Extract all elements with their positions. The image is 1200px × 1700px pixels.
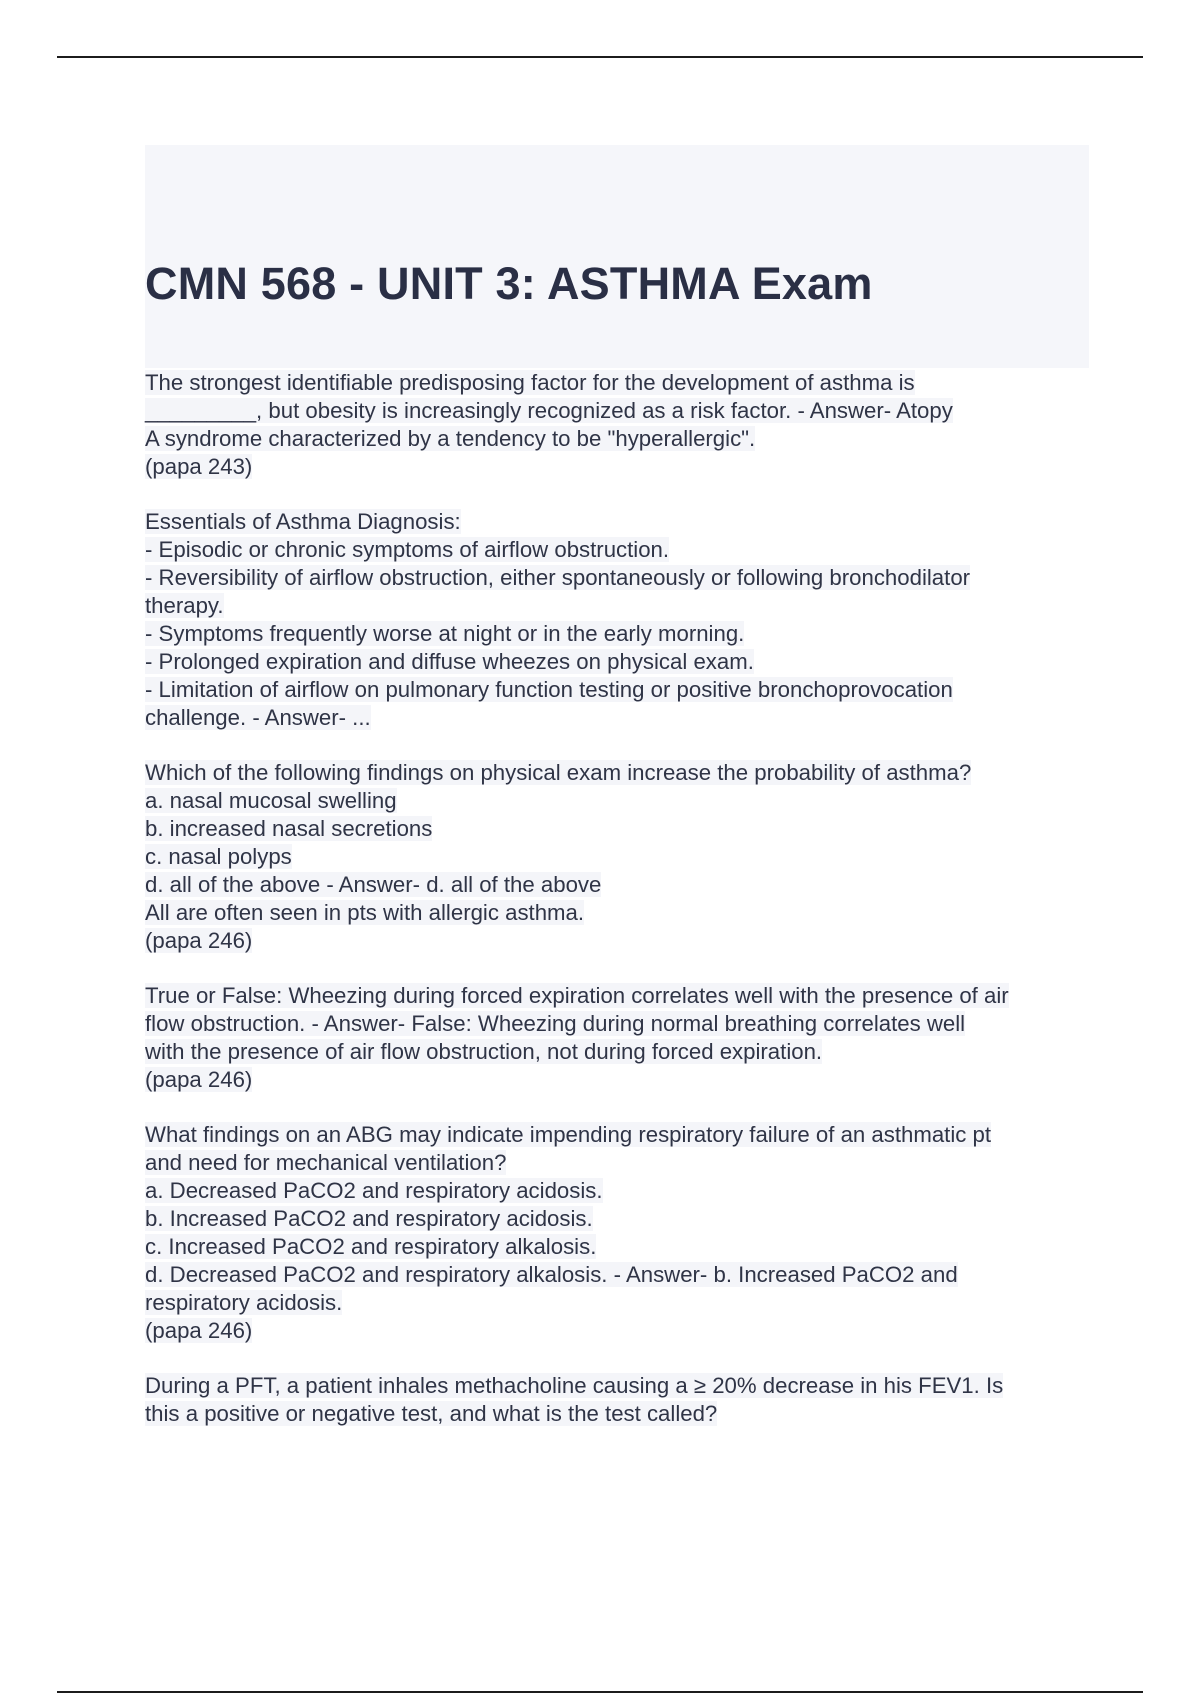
text-line (145, 1066, 1095, 1094)
text-line (145, 369, 1095, 397)
text-line (145, 815, 1095, 843)
text-line-content: a. Decreased PaCO2 and respiratory acidosis. (145, 1178, 603, 1203)
text-line (145, 508, 1095, 536)
text-line-content: _________, but obesity is increasingly recognized as a risk factor. - Answer- Atopy (145, 398, 953, 423)
text-line-content: this a positive or negative test, and what is the test called? (145, 1401, 718, 1426)
qa-block (145, 1372, 1095, 1428)
text-line (145, 871, 1095, 899)
text-line-content: challenge. - Answer- ... (145, 705, 371, 730)
text-line-content: and need for mechanical ventilation? (145, 1150, 507, 1175)
qa-block (145, 759, 1095, 955)
text-line (145, 843, 1095, 871)
page-title: CMN 568 - UNIT 3: ASTHMA Exam (145, 258, 873, 309)
text-line-content: therapy. (145, 593, 224, 618)
top-divider (57, 56, 1143, 58)
text-line (145, 1177, 1095, 1205)
text-line-content: What findings on an ABG may indicate impending respiratory failure of an asthmatic pt (145, 1122, 992, 1147)
text-line-content: d. Decreased PaCO2 and respiratory alkalosis. - Answer- b. Increased PaCO2 and (145, 1262, 958, 1287)
text-line-content: During a PFT, a patient inhales methacholine causing a ≥ 20% decrease in his FEV1. Is (145, 1373, 1004, 1398)
text-line-content: c. nasal polyps (145, 844, 292, 869)
text-line (145, 982, 1095, 1010)
text-line-content: - Symptoms frequently worse at night or in the early morning. (145, 621, 745, 646)
text-line (145, 1400, 1095, 1428)
qa-block (145, 1121, 1095, 1345)
text-line-content: True or False: Wheezing during forced expiration correlates well with the presence of air (145, 983, 1009, 1008)
qa-block (145, 369, 1095, 481)
text-line (145, 564, 1095, 592)
text-line (145, 620, 1095, 648)
text-line-content: Which of the following findings on physical exam increase the probability of asthma? (145, 760, 972, 785)
text-line-content: b. increased nasal secretions (145, 816, 433, 841)
bottom-divider (57, 1691, 1143, 1693)
text-line-content: All are often seen in pts with allergic asthma. (145, 900, 585, 925)
text-line (145, 704, 1095, 732)
text-line (145, 899, 1095, 927)
text-line (145, 1289, 1095, 1317)
text-line-content: (papa 246) (145, 1318, 253, 1343)
text-line (145, 1233, 1095, 1261)
text-line-content: c. Increased PaCO2 and respiratory alkalosis. (145, 1234, 597, 1259)
text-line-content: - Limitation of airflow on pulmonary function testing or positive bronchoprovocation (145, 677, 953, 702)
text-line-content: (papa 246) (145, 1067, 253, 1092)
text-line (145, 1149, 1095, 1177)
text-line (145, 536, 1095, 564)
text-line (145, 453, 1095, 481)
text-line (145, 927, 1095, 955)
text-line (145, 1205, 1095, 1233)
text-line (145, 1121, 1095, 1149)
text-line (145, 425, 1095, 453)
text-line (145, 1010, 1095, 1038)
text-line (145, 1261, 1095, 1289)
text-line (145, 787, 1095, 815)
text-line (145, 1372, 1095, 1400)
text-line (145, 676, 1095, 704)
text-line-content: The strongest identifiable predisposing factor for the development of asthma is (145, 370, 915, 395)
text-line-content: respiratory acidosis. (145, 1290, 343, 1315)
text-line (145, 592, 1095, 620)
text-line (145, 1317, 1095, 1345)
text-line-content: A syndrome characterized by a tendency to be "hyperallergic". (145, 426, 756, 451)
text-line-content: - Reversibility of airflow obstruction, either spontaneously or following bronchodilator (145, 565, 971, 590)
document-body (145, 369, 1095, 1455)
text-line-content: with the presence of air flow obstruction, not during forced expiration. (145, 1039, 823, 1064)
text-line-content: - Episodic or chronic symptoms of airflow obstruction. (145, 537, 670, 562)
qa-block (145, 982, 1095, 1094)
text-line (145, 397, 1095, 425)
text-line (145, 759, 1095, 787)
text-line-content: - Prolonged expiration and diffuse wheezes on physical exam. (145, 649, 754, 674)
text-line-content: Essentials of Asthma Diagnosis: (145, 509, 461, 534)
text-line-content: (papa 243) (145, 454, 253, 479)
text-line-content: (papa 246) (145, 928, 253, 953)
text-line-content: a. nasal mucosal swelling (145, 788, 397, 813)
text-line (145, 648, 1095, 676)
text-line (145, 1038, 1095, 1066)
text-line-content: b. Increased PaCO2 and respiratory acidosis. (145, 1206, 593, 1231)
text-line-content: flow obstruction. - Answer- False: Wheezing during normal breathing correlates well (145, 1011, 966, 1036)
qa-block (145, 508, 1095, 732)
text-line-content: d. all of the above - Answer- d. all of the above (145, 872, 602, 897)
